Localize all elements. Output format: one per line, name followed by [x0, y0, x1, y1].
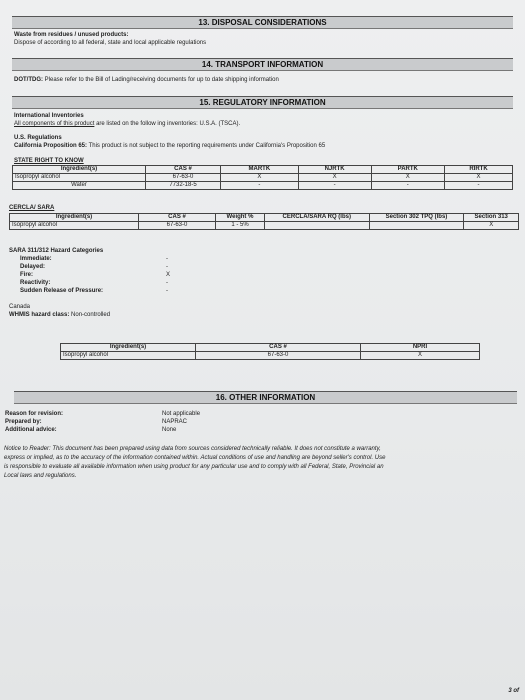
- table-row: [13, 182, 513, 190]
- col-header: Ingredient(s): [61, 344, 196, 352]
- ca-label: California Proposition 65:: [14, 143, 88, 149]
- col-header: MARTK: [221, 166, 299, 174]
- npri-table: [60, 343, 480, 360]
- table-cell: 67-63-0: [139, 222, 216, 230]
- whmis-label: WHMIS hazard class:: [9, 312, 70, 318]
- table-cell: Isopropyl alcohol: [61, 352, 196, 360]
- waste-text: Dispose of according to all federal, state and local applicable regulations: [14, 40, 207, 46]
- col-header: Weight %: [216, 214, 265, 222]
- table-header-row: [61, 344, 480, 352]
- sara-item-value: -: [166, 256, 168, 262]
- col-header: Section 302 TPQ (lbs): [369, 214, 464, 222]
- table-cell: 7732-18-5: [146, 182, 221, 190]
- whmis-line: [9, 312, 110, 319]
- table-cell: X: [371, 174, 444, 182]
- table-row: [61, 352, 480, 360]
- state-rtk-table: [12, 165, 513, 190]
- sara-item-label: Immediate:: [20, 256, 52, 262]
- table-row: [13, 174, 513, 182]
- canada-label: Canada: [9, 304, 31, 310]
- sara-item-value: X: [166, 272, 171, 278]
- table-cell: Isopropyl alcohol: [13, 174, 146, 182]
- whmis-value: Non-controlled: [71, 312, 111, 318]
- table-row: [10, 222, 519, 230]
- table-cell: 67-63-0: [146, 174, 221, 182]
- dot-text: Please refer to the Bill of Lading/receiving documents for up to date shipping information: [44, 77, 279, 83]
- table-cell: [265, 222, 370, 230]
- table-header-row: [10, 214, 519, 222]
- sara-item-value: -: [166, 280, 168, 286]
- table-cell: X: [298, 174, 371, 182]
- intl-line: [14, 121, 240, 128]
- intl-text-1: All components of this product: [14, 121, 95, 127]
- us-label: U.S. Regulations: [14, 135, 62, 141]
- col-header: PARTK: [371, 166, 444, 174]
- dot-label: DOT/TDG:: [14, 77, 43, 83]
- table-cell: [369, 222, 464, 230]
- field-value: None: [162, 427, 177, 433]
- table-cell: -: [445, 182, 513, 190]
- notice-line-1: Notice to Reader: This document has been prepared using data from sources considered technically reliable. It does not constitute a warranty,: [4, 446, 381, 452]
- sara-title: SARA 311/312 Hazard Categories: [9, 248, 104, 254]
- table-cell: 1 - 5%: [216, 222, 265, 230]
- field-label: Reason for revision:: [5, 411, 64, 417]
- table-cell: Isopropyl alcohol: [10, 222, 139, 230]
- section-16-header: 16. OTHER INFORMATION: [14, 391, 517, 404]
- page-number: 3 of: [508, 688, 519, 694]
- col-header: CAS #: [139, 214, 216, 222]
- notice-line-3: is responsible to evaluate all available information when using product for any particular use and to comply with all Federal, State, Provincial an: [4, 464, 384, 470]
- section-14-header: 14. TRANSPORT INFORMATION: [12, 58, 513, 71]
- waste-label: Waste from residues / unused products:: [14, 32, 129, 38]
- table-cell: X: [221, 174, 299, 182]
- state-title: STATE RIGHT TO KNOW: [14, 158, 84, 164]
- table-cell: -: [298, 182, 371, 190]
- table-cell: Water: [13, 182, 146, 190]
- table-cell: 67-63-0: [196, 352, 361, 360]
- intl-label: International Inventories: [14, 113, 84, 119]
- ca-line: [14, 143, 325, 150]
- dot-line: [14, 77, 279, 84]
- section-15-header: 15. REGULATORY INFORMATION: [12, 96, 513, 109]
- notice-line-2: express or implied, as to the accuracy of the information contained within. Actual conditions of use and handling are beyond seller's control. Use: [4, 455, 386, 461]
- cercla-title: CERCLA/ SARA: [9, 205, 55, 211]
- table-cell: X: [464, 222, 519, 230]
- notice-line-4: Local laws and regulations.: [4, 473, 77, 479]
- sara-item-value: -: [166, 264, 168, 270]
- col-header: Section 313: [464, 214, 519, 222]
- table-header-row: [13, 166, 513, 174]
- field-value: Not applicable: [162, 411, 201, 417]
- col-header: NPRI: [361, 344, 480, 352]
- sara-item-value: -: [166, 288, 168, 294]
- sara-item-label: Fire:: [20, 272, 34, 278]
- table-cell: -: [371, 182, 444, 190]
- intl-text-2: are listed on the follow ing inventories: U.S.A. (TSCA).: [96, 121, 241, 127]
- col-header: Ingredient(s): [13, 166, 146, 174]
- sara-item-label: Delayed:: [20, 264, 46, 270]
- col-header: RIRTK: [445, 166, 513, 174]
- col-header: CERCLA/SARA RQ (lbs): [265, 214, 370, 222]
- col-header: Ingredient(s): [10, 214, 139, 222]
- sara-item-label: Reactivity:: [20, 280, 51, 286]
- sara-item-label: Sudden Release of Pressure:: [20, 288, 104, 294]
- cercla-table: [9, 213, 519, 230]
- col-header: CAS #: [196, 344, 361, 352]
- table-cell: -: [221, 182, 299, 190]
- col-header: NJRTK: [298, 166, 371, 174]
- col-header: CAS #: [146, 166, 221, 174]
- field-value: NAPRAC: [162, 419, 188, 425]
- ca-text: This product is not subject to the reporting requirements under California's Proposition 65: [88, 143, 326, 149]
- table-cell: X: [361, 352, 480, 360]
- field-label: Additional advice:: [5, 427, 57, 433]
- table-cell: X: [445, 174, 513, 182]
- section-13-header: 13. DISPOSAL CONSIDERATIONS: [12, 16, 513, 29]
- field-label: Prepared by:: [5, 419, 42, 425]
